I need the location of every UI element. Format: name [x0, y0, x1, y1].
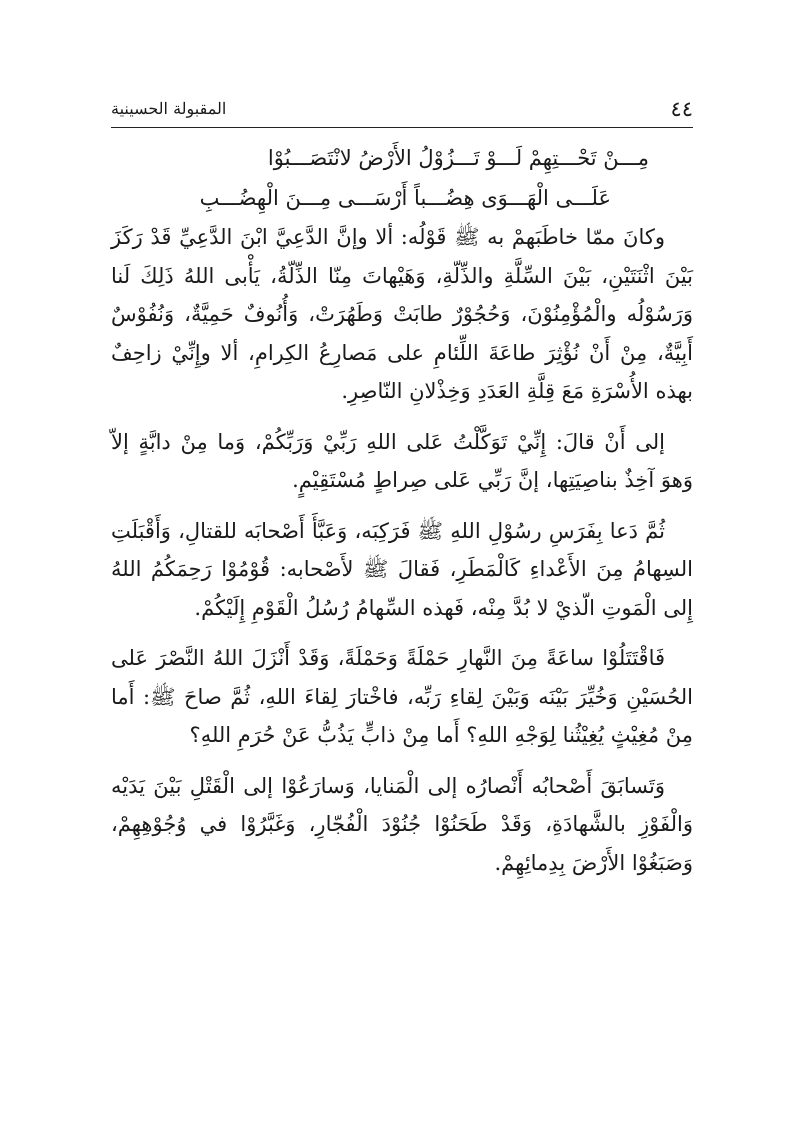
paragraph-1: وكانَ ممّا خاطَبَهمْ به ﷺ قَوْلُه: ألا وإنَّ الدَّعِيَّ ابْنَ الدَّعِيِّ قَدْ رَكَزَ بَيْنَ اثْنَتَيْنِ، بَيْنَ السِّلَّةِ والذِّلّةِ، وَهَيْهاتَ مِنّا الذِّلّةُ، يَأْبى اللهُ ذَلِكَ لَنا وَرَسُوْلُه والْمُؤْمِنُوْنَ، وَحُجُوْرٌ طابَتْ وَطَهُرَتْ، وَأُنُوفٌ حَمِيَّةٌ، وَنُفُوْسٌ أَبِيَّةٌ، مِنْ أَنْ نُؤْثِرَ طاعَةَ اللِّئامِ على مَصارِعُ الكِرامِ، ألا وإِنِّيْ زاحِفٌ بهذه الأُسْرَةِ مَعَ قِلَّةِ العَدَدِ وَخِذْلانِ النّاصِرِ.: [111, 225, 693, 403]
paragraph-4: فَاقْتَتَلُوْا ساعَةً مِنَ النَّهارِ حَمْلَةً وَحَمْلَةً، وَقَدْ أَنْزَلَ اللهُ النَّصْرَ عَلى الحُسَيْنِ وَخُيِّرَ بَيْنَه وَبَيْنَ لِقاءِ رَبِّه، فاخْتارَ لِقاءَ اللهِ، ثُمَّ صاحَ ﷺ: أَما مِنْ مُغِيْثٍ يُغِيْثُنا لِوَجْهِ اللهِ؟ أَما مِنْ ذابٍّ يَذُبُّ عَنْ حُرَمِ اللهِ؟: [111, 646, 693, 747]
page-number: ٤٤: [670, 97, 693, 121]
page-header: [111, 93, 693, 125]
paragraph-2: إلى أَنْ قالَ: إِنِّيْ تَوَكَّلْتُ عَلى اللهِ رَبِّيْ وَرَبِّكُمْ، وَما مِنْ دابَّةٍ إلاّ وَهوَ آخِذٌ بناصِيَتِها، إنَّ رَبِّي عَلى صِراطٍ مُسْتَقِيْمٍ.: [111, 429, 693, 492]
poem-verse-2: عَلَـــى الْهَـــوَى هِضُـــباً أَرْسَـــى مِـــنَ الْهِضُـــبِ: [199, 186, 611, 210]
paragraph-5: وَتَسابَقَ أَصْحابُه أَنْصارُه إلى الْمَنايا، وَسارَعُوْا إلى الْقَتْلِ بَيْنَ يَدَيْه وَالْفَوْزِ بالشَّهادَةِ، وَقَدْ طَحَنُوْا جُنُوْدَ الْفُجّارِ، وَغَبَّرُوْا في وُجُوْهِهِمْ، وَصَبَغُوْا الأَرْضَ بِدِمائِهِمْ.: [111, 773, 693, 875]
running-title: المقبولة الحسينية: [111, 99, 227, 118]
page-body: [111, 138, 693, 882]
header-rule: [111, 127, 693, 128]
poem-verse-1: مِـــنْ تَحْـــتِهِمْ لَـــوْ تَـــزُوْلُ الأَرْضُ لانْتَصَـــبُوْا: [267, 146, 649, 170]
paragraph-3: ثُمَّ دَعا بِفَرَسِ رسُوْلِ اللهِ ﷺ فَرَكِبَه، وَعَبَّأَ أَصْحابَه للقتالِ، وَأَقْبَلَتِ السِهامُ مِنَ الأَعْداءِ كَالْمَطَرِ، فَقالَ ﷺ لأَصْحابه: قُوْمُوْا رَحِمَكُمُ اللهُ إِلى الْمَوتِ الّذيْ لا بُدَّ مِنْه، فَهذه السِّهامُ رُسُلُ الْقَوْمِ إِلَيْكُمْ.: [111, 518, 693, 620]
